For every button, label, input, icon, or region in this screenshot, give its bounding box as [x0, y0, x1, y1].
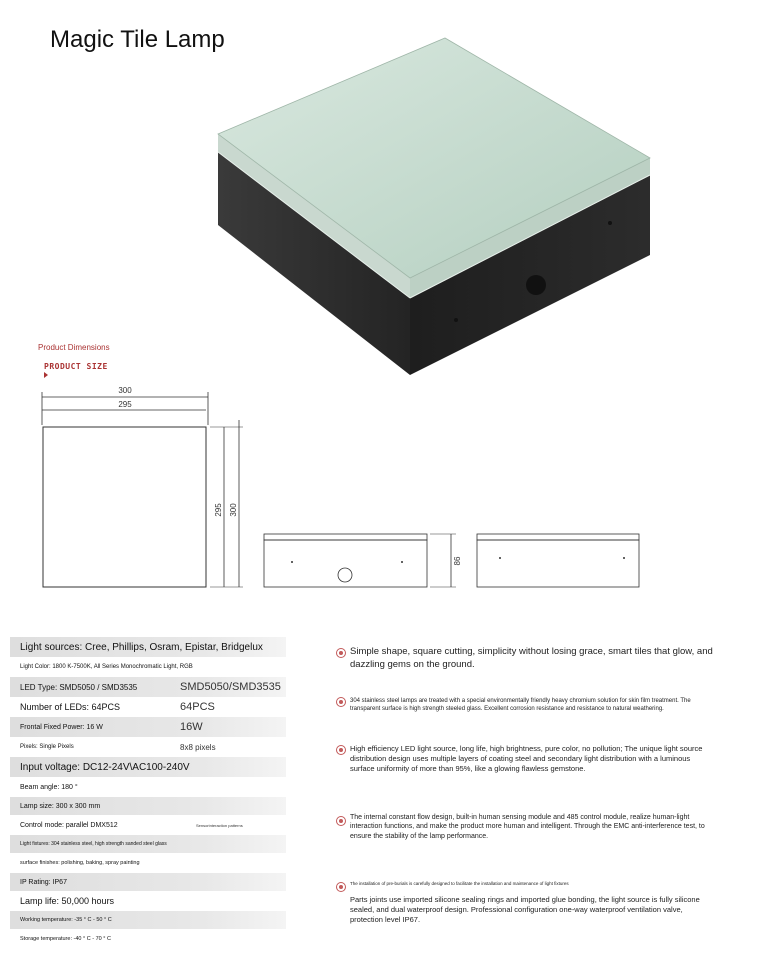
- triangle-icon: [44, 372, 48, 378]
- spec-row: Lamp size: 300 x 300 mm: [10, 797, 286, 815]
- spec-row: Working temperature: -35 ° C - 50 ° C: [10, 911, 286, 929]
- outer-width-label: 300: [118, 386, 132, 395]
- page-title: Magic Tile Lamp: [50, 26, 225, 53]
- inner-width-label: 295: [118, 400, 132, 409]
- bullet-icon: [336, 697, 346, 707]
- dimensions-label: Product Dimensions: [38, 343, 110, 352]
- spec-row: Number of LEDs: 64PCS 64PCS: [20, 701, 215, 713]
- bullet-icon: [336, 648, 346, 658]
- spec-row: Light sources: Cree, Phillips, Osram, Epistar, Bridgelux: [10, 637, 286, 657]
- bullet-icon: [336, 882, 346, 892]
- product-image: [210, 30, 670, 380]
- spec-row: Beam angle: 180 °: [20, 783, 78, 791]
- feature-item: The installation of pre-burials is carefully designed to facilitate the installation and maintenance of light fixtures Parts joints use imported silicone sealing rings and imported glue bonding, the light source is fully silicone sealed, and dual waterproof design. Professional configuration one-way waterproof ventilation valve, protection level IP67.: [336, 881, 716, 925]
- feature-item: High efficiency LED light source, long life, high brightness, pure color, no pollution; The unique light source distribution design uses multiple layers of coating steel and secondary light distribution with a luminous surface uniformity of more than 95%, like a glowing flawless gemstone.: [336, 744, 716, 774]
- spec-row: LED Type: SMD5050 / SMD3535 SMD5050/SMD3535: [10, 677, 286, 697]
- spec-row: Control mode: parallel DMX512 Sensorinteraction patterns: [20, 821, 243, 829]
- feature-item: Simple shape, square cutting, simplicity without losing grace, smart tiles that glow, and dazzling gems on the ground.: [336, 646, 716, 672]
- outer-height-label: 300: [229, 503, 238, 517]
- product-size-label: PRODUCT SIZE: [44, 362, 108, 371]
- spec-row: Light Color: 1800 K-7500K, All Series Monochromatic Light, RGB: [20, 664, 193, 670]
- spec-row: Input voltage: DC12-24V\AC100-240V: [10, 757, 286, 777]
- depth-label: 86: [453, 556, 462, 566]
- spec-row: Frontal Fixed Power: 16 W 16W: [10, 717, 286, 737]
- spec-table: [10, 637, 286, 949]
- feature-item: 304 stainless steel lamps are treated with a special environmentally friendly heavy chromium solution for skin film treatment. The transparent surface is high strength steeled glass. Excellent corrosion resistance and resistance to natural weathering.: [336, 697, 716, 713]
- feature-item: The internal constant flow design, built-in human sensing module and 485 control module, realize human-light interaction functions, and make the product more human and intelligent. Through the EMC anti-interference test, to ensure the stability of the lamp performance.: [336, 813, 716, 841]
- spec-row: Light fixtures: 304 stainless steel, high strength sanded steel glass: [10, 835, 286, 853]
- spec-row: Lamp life: 50,000 hours: [20, 896, 115, 906]
- spec-row: Pixels: Single Pixels 8x8 pixels: [20, 742, 216, 752]
- spec-row: IP Rating: IP67: [10, 873, 286, 891]
- inner-height-label: 295: [214, 503, 223, 517]
- spec-row: surface finishes: polishing, baking, spray painting: [20, 860, 140, 866]
- bullet-icon: [336, 816, 346, 826]
- bullet-icon: [336, 745, 346, 755]
- spec-row: Storage temperature: -40 ° C - 70 ° C: [20, 936, 111, 942]
- dimension-drawing: [30, 380, 650, 595]
